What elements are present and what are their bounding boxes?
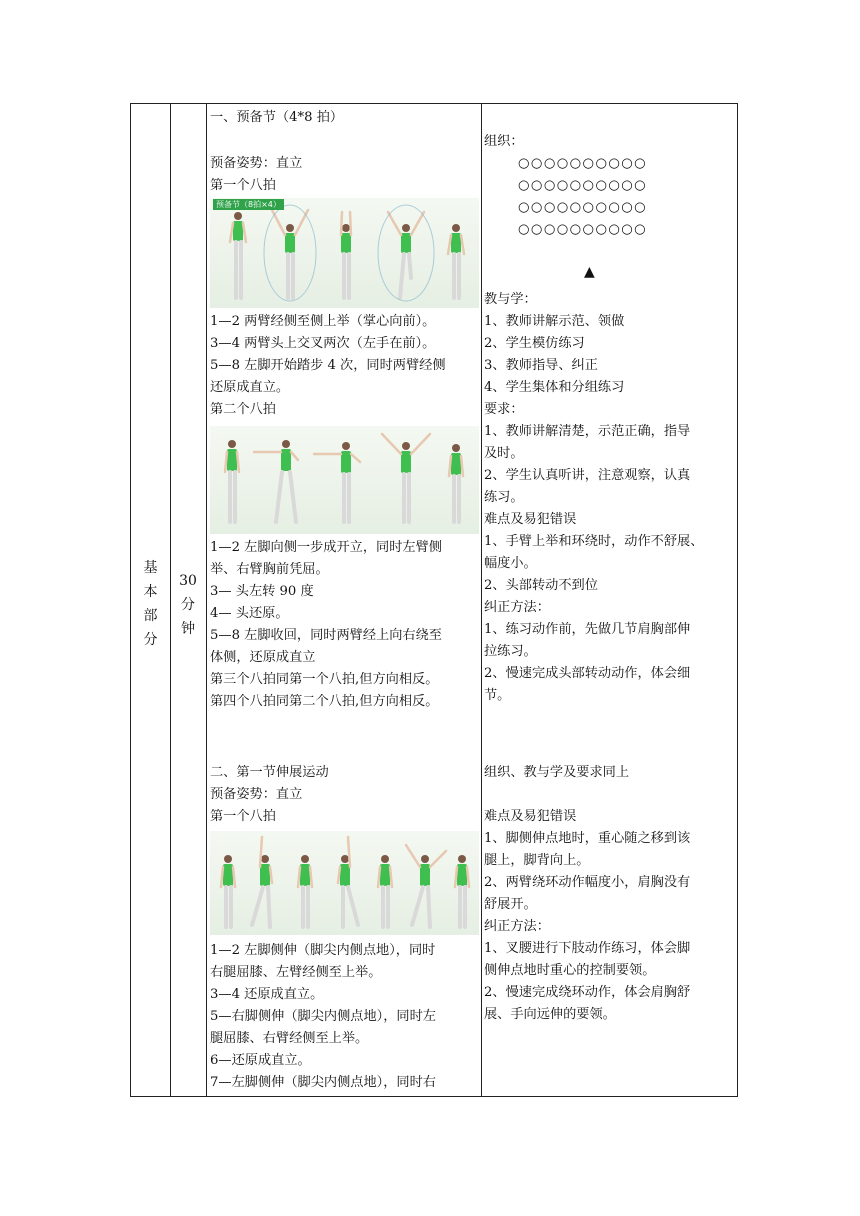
instruction-line: 5—8 左脚开始踏步 4 次，同时两臂经侧 bbox=[210, 358, 446, 373]
instruction-line: 5—8 左脚收回，同时两臂经上向右绕至 bbox=[210, 628, 442, 643]
notes-line: 2、两臂绕环动作幅度小，肩胸没有 bbox=[484, 875, 691, 890]
stretch-title: 二、第一节伸展运动 bbox=[210, 765, 329, 780]
notes-line: 2、头部转动不到位 bbox=[484, 578, 598, 593]
notes-line: 1、练习动作前，先做几节肩胸部伸 bbox=[484, 622, 691, 637]
prep-title: 一、预备节（4*8 拍） bbox=[210, 110, 344, 125]
instruction-line: 1—2 左脚侧伸（脚尖内侧点地），同时 bbox=[210, 943, 436, 958]
notes-line: 拉练习。 bbox=[484, 644, 537, 659]
notes-line: 2、慢速完成头部转动动作，体会细 bbox=[484, 666, 691, 681]
formation-row: ○○○○○○○○○○ bbox=[518, 222, 648, 237]
teacher-marker-icon: ▲ bbox=[584, 264, 595, 280]
notes-line: 展、手向远伸的要领。 bbox=[484, 1007, 616, 1022]
time-cell bbox=[170, 104, 206, 1096]
section-label-char: 本 bbox=[143, 584, 158, 600]
notes-line: 1、教师讲解清楚，示范正确，指导 bbox=[484, 424, 691, 439]
instruction-line: 5—右脚侧伸（脚尖内侧点地），同时左 bbox=[210, 1009, 436, 1024]
notes-line: 2、学生模仿练习 bbox=[484, 336, 585, 351]
figures-illustration bbox=[210, 198, 479, 308]
notes-line: 腿上，脚背向上。 bbox=[484, 853, 590, 868]
instruction-line: 第三个八拍同第一个八拍,但方向相反。 bbox=[210, 672, 439, 687]
instruction-line: 1—2 两臂经侧至侧上举（掌心向前）。 bbox=[210, 314, 436, 329]
time-label: 30 bbox=[179, 573, 197, 589]
content-cell bbox=[210, 104, 479, 1096]
time-label: 钟 bbox=[181, 621, 195, 637]
figures-illustration bbox=[210, 831, 479, 935]
notes-line: 2、学生认真听讲，注意观察，认真 bbox=[484, 468, 691, 483]
notes-line: 4、学生集体和分组练习 bbox=[484, 380, 625, 395]
prep-posture: 预备姿势：直立 bbox=[210, 156, 303, 171]
notes-cell bbox=[484, 104, 734, 1096]
formation-row: ○○○○○○○○○○ bbox=[518, 156, 648, 171]
notes-line: 节。 bbox=[484, 688, 511, 703]
stretch-posture: 预备姿势：直立 bbox=[210, 787, 303, 802]
instruction-line: 3—4 两臂头上交叉两次（左手在前）。 bbox=[210, 336, 436, 351]
section-cell bbox=[131, 104, 170, 1096]
org-label: 组织： bbox=[484, 134, 524, 149]
notes-line: 1、叉腰进行下肢动作练习，体会脚 bbox=[484, 941, 691, 956]
time-label: 分 bbox=[181, 597, 195, 613]
notes-line: 3、教师指导、纠正 bbox=[484, 358, 598, 373]
instruction-line: 右腿屈膝、左臂经侧至上举。 bbox=[210, 965, 382, 980]
notes-line: 2、慢速完成绕环动作，体会肩胸舒 bbox=[484, 985, 691, 1000]
instruction-line: 腿屈膝、右臂经侧至上举。 bbox=[210, 1031, 369, 1046]
section-label-char: 基 bbox=[143, 560, 158, 576]
notes-line: 1、教师讲解示范、领做 bbox=[484, 314, 625, 329]
instruction-line: 7—左脚侧伸（脚尖内侧点地），同时右 bbox=[210, 1075, 436, 1090]
stretch-beat1-photo bbox=[210, 831, 479, 935]
instruction-line: 第四个八拍同第二个八拍,但方向相反。 bbox=[210, 694, 439, 709]
formation-row: ○○○○○○○○○○ bbox=[518, 200, 648, 215]
photo-caption: 预备节（8拍×4） bbox=[213, 199, 284, 210]
column-divider bbox=[481, 104, 482, 1096]
notes-line: 难点及易犯错误 bbox=[484, 809, 577, 824]
instruction-line: 还原成直立。 bbox=[210, 380, 290, 395]
prep-beat2-photo bbox=[210, 426, 479, 534]
notes-line: 要求： bbox=[484, 402, 524, 417]
formation-row: ○○○○○○○○○○ bbox=[518, 178, 648, 193]
beat1-title: 第一个八拍 bbox=[210, 178, 276, 193]
notes-line: 纠正方法： bbox=[484, 600, 550, 615]
notes-line: 教与学： bbox=[484, 292, 537, 307]
instruction-line: 6—还原成直立。 bbox=[210, 1053, 311, 1068]
notes-line: 练习。 bbox=[484, 490, 524, 505]
same-as-above-note: 组织、教与学及要求同上 bbox=[484, 765, 630, 780]
instruction-line: 举、右臂胸前凭屈。 bbox=[210, 562, 329, 577]
section-label-char: 分 bbox=[143, 632, 158, 648]
instruction-line: 3— 头左转 90 度 bbox=[210, 584, 314, 599]
section-label-char: 部 bbox=[143, 608, 158, 624]
notes-line: 纠正方法： bbox=[484, 919, 550, 934]
prep-beat1-photo bbox=[210, 198, 479, 308]
beat2-title: 第二个八拍 bbox=[210, 402, 276, 417]
instruction-line: 4— 头还原。 bbox=[210, 606, 289, 621]
column-divider bbox=[206, 104, 207, 1096]
notes-line: 难点及易犯错误 bbox=[484, 512, 577, 527]
figures-illustration bbox=[210, 426, 479, 534]
notes-line: 侧伸点地时重心的控制要领。 bbox=[484, 963, 656, 978]
instruction-line: 1—2 左脚向侧一步成开立，同时左臂侧 bbox=[210, 540, 442, 555]
notes-line: 舒展开。 bbox=[484, 897, 537, 912]
instruction-line: 体侧，还原成直立 bbox=[210, 650, 316, 665]
lesson-table bbox=[130, 103, 738, 1097]
instruction-line: 3—4 还原成直立。 bbox=[210, 987, 324, 1002]
stretch-beat1-title: 第一个八拍 bbox=[210, 809, 276, 824]
notes-line: 1、脚侧伸点地时，重心随之移到该 bbox=[484, 831, 691, 846]
notes-line: 及时。 bbox=[484, 446, 524, 461]
notes-line: 幅度小。 bbox=[484, 556, 537, 571]
notes-line: 1、手臂上举和环绕时，动作不舒展、 bbox=[484, 534, 704, 549]
